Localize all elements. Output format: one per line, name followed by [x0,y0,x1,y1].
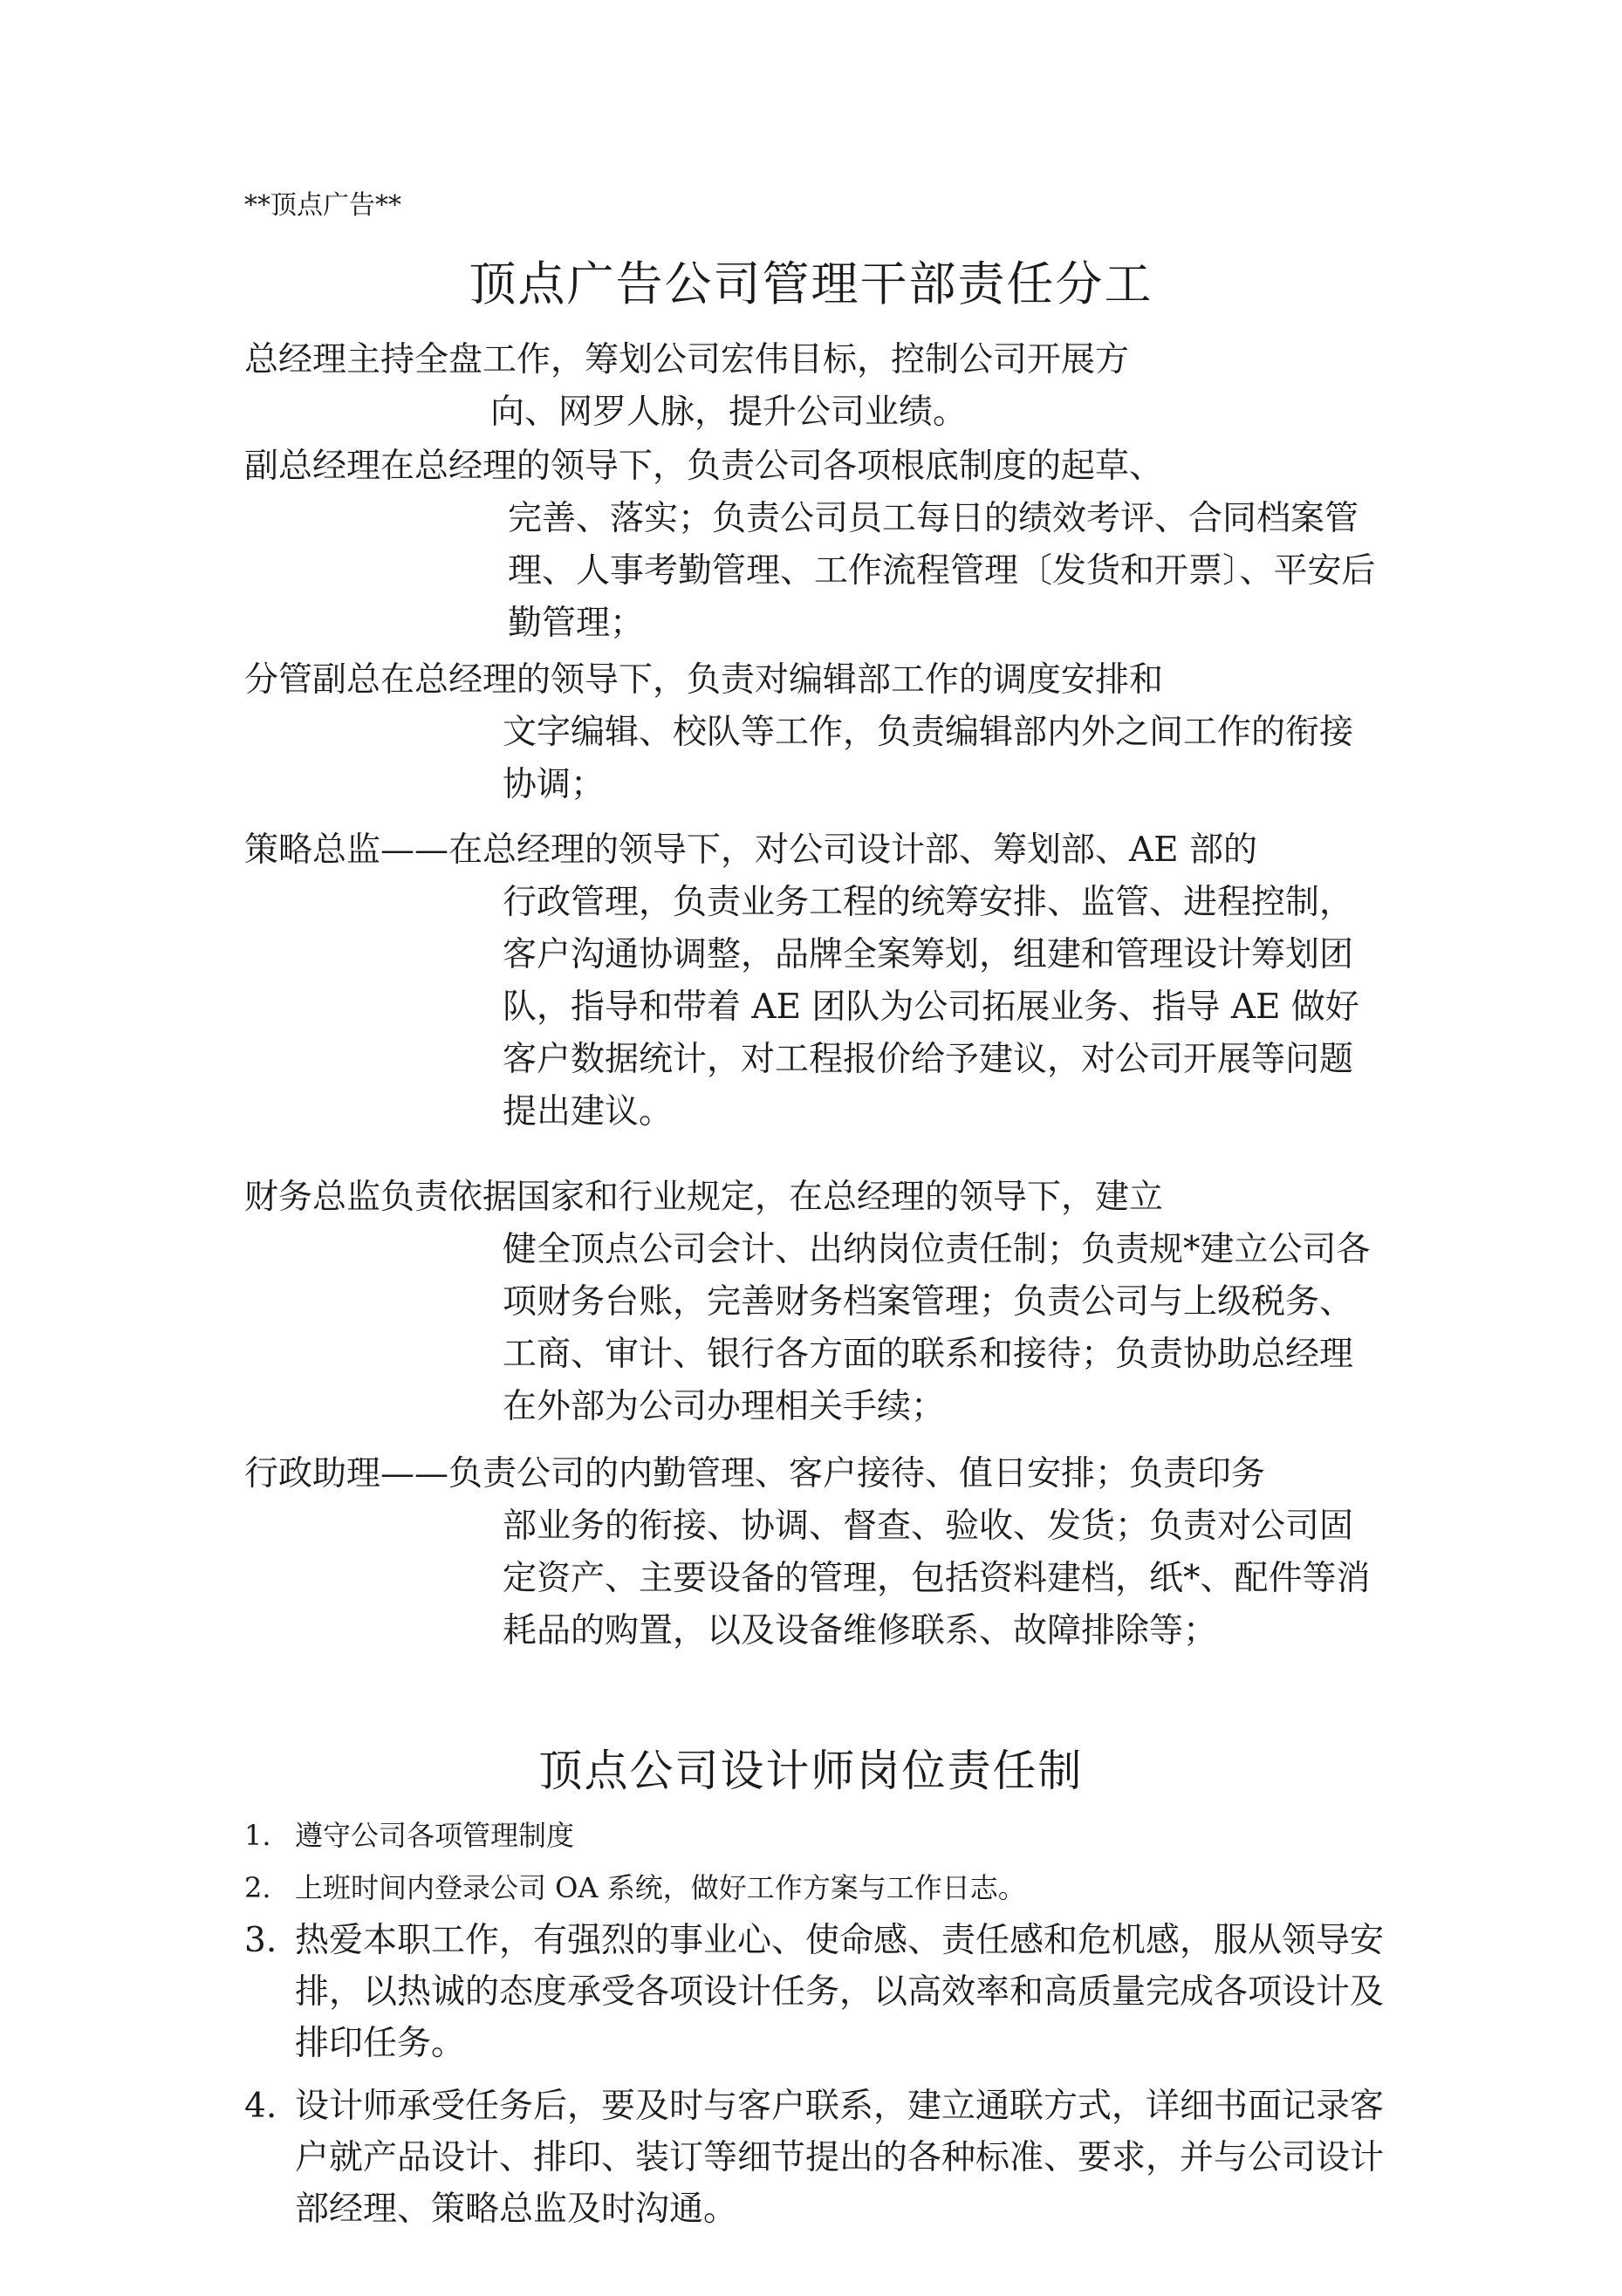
item-number: 2. [244,1871,271,1904]
list-item [244,1915,1396,2069]
duty-first-line: 行政助理——负责公司的内勤管理、客户接待、值日安排；负责印务 [244,1454,1266,1493]
duty-admin-assistant [244,1448,1396,1657]
duty-continuation: 健全顶点公司会计、出纳岗位责任制；负责规*建立公司各项财务台账，完善财务档案管理；负责公司与上级税务、工商、审计、银行各方面的联系和接待；负责协助总经理在外部为公司办理相关手续； [503,1230,1371,1426]
header-note: **顶点广告** [244,190,401,221]
duty-first-line: 财务总监负责依据国家和行业规定，在总经理的领导下，建立 [244,1178,1164,1217]
duty-general-manager [244,334,1396,439]
item-text: 遵守公司各项管理制度 [295,1819,575,1852]
duty-first-line: 分管副总在总经理的领导下，负责对编辑部工作的调度安排和 [244,660,1164,700]
list-item [244,2081,1396,2235]
duty-continuation: 文字编辑、校队等工作，负责编辑部内外之间工作的衔接协调； [503,713,1354,804]
duty-finance-director [244,1172,1396,1433]
item-number: 4. [244,2087,277,2126]
duty-first-line: 副总经理在总经理的领导下，负责公司各项根底制度的起草、 [244,447,1164,486]
duty-continuation: 行政管理，负责业务工程的统筹安排、监管、进程控制，客户沟通协调整，品牌全案筹划，组建和管理设计筹划团队，指导和带着 AE 团队为公司拓展业务、指导 AE 做好客户数据统计，对工程报价给予建议，对公司开展等问题提出建议。 [503,883,1359,1131]
list-item [244,1862,1396,1914]
duty-deputy-general-manager [244,441,1396,650]
duty-continuation: 向、网罗人脉，提升公司业绩。 [490,393,968,432]
list-item [244,1810,1396,1862]
item-number: 1. [244,1819,271,1852]
item-number: 3. [244,1921,277,1960]
duty-continuation: 完善、落实；负责公司员工每日的绩效考评、合同档案管理、人事考勤管理、工作流程管理〔发货和开票〕、平安后勤管理； [508,499,1376,643]
item-text: 上班时间内登录公司 OA 系统，做好工作方案与工作日志。 [295,1871,1026,1904]
item-text: 设计师承受任务后，要及时与客户联系，建立通联方式，详细书面记录客户就产品设计、排印、装订等细节提出的各种标准、要求，并与公司设计部经理、策略总监及时沟通。 [295,2087,1385,2229]
duty-vice-president-editorial [244,654,1396,811]
duty-strategy-director [244,824,1396,1138]
document-title: 顶点广告公司管理干部责任分工 [469,256,1153,311]
duty-first-line: 总经理主持全盘工作，筹划公司宏伟目标，控制公司开展方 [244,340,1130,379]
item-text: 热爱本职工作，有强烈的事业心、使命感、责任感和危机感，服从领导安排，以热诚的态度承受各项设计任务，以高效率和高质量完成各项设计及排印任务。 [295,1921,1385,2063]
section-title: 顶点公司设计师岗位责任制 [538,1746,1084,1796]
duty-first-line: 策略总监——在总经理的领导下，对公司设计部、筹划部、AE 部的 [244,830,1258,870]
duty-continuation: 部业务的衔接、协调、督查、验收、发货；负责对公司固定资产、主要设备的管理，包括资料建档，纸*、配件等消耗品的购置，以及设备维修联系、故障排除等； [503,1507,1371,1650]
